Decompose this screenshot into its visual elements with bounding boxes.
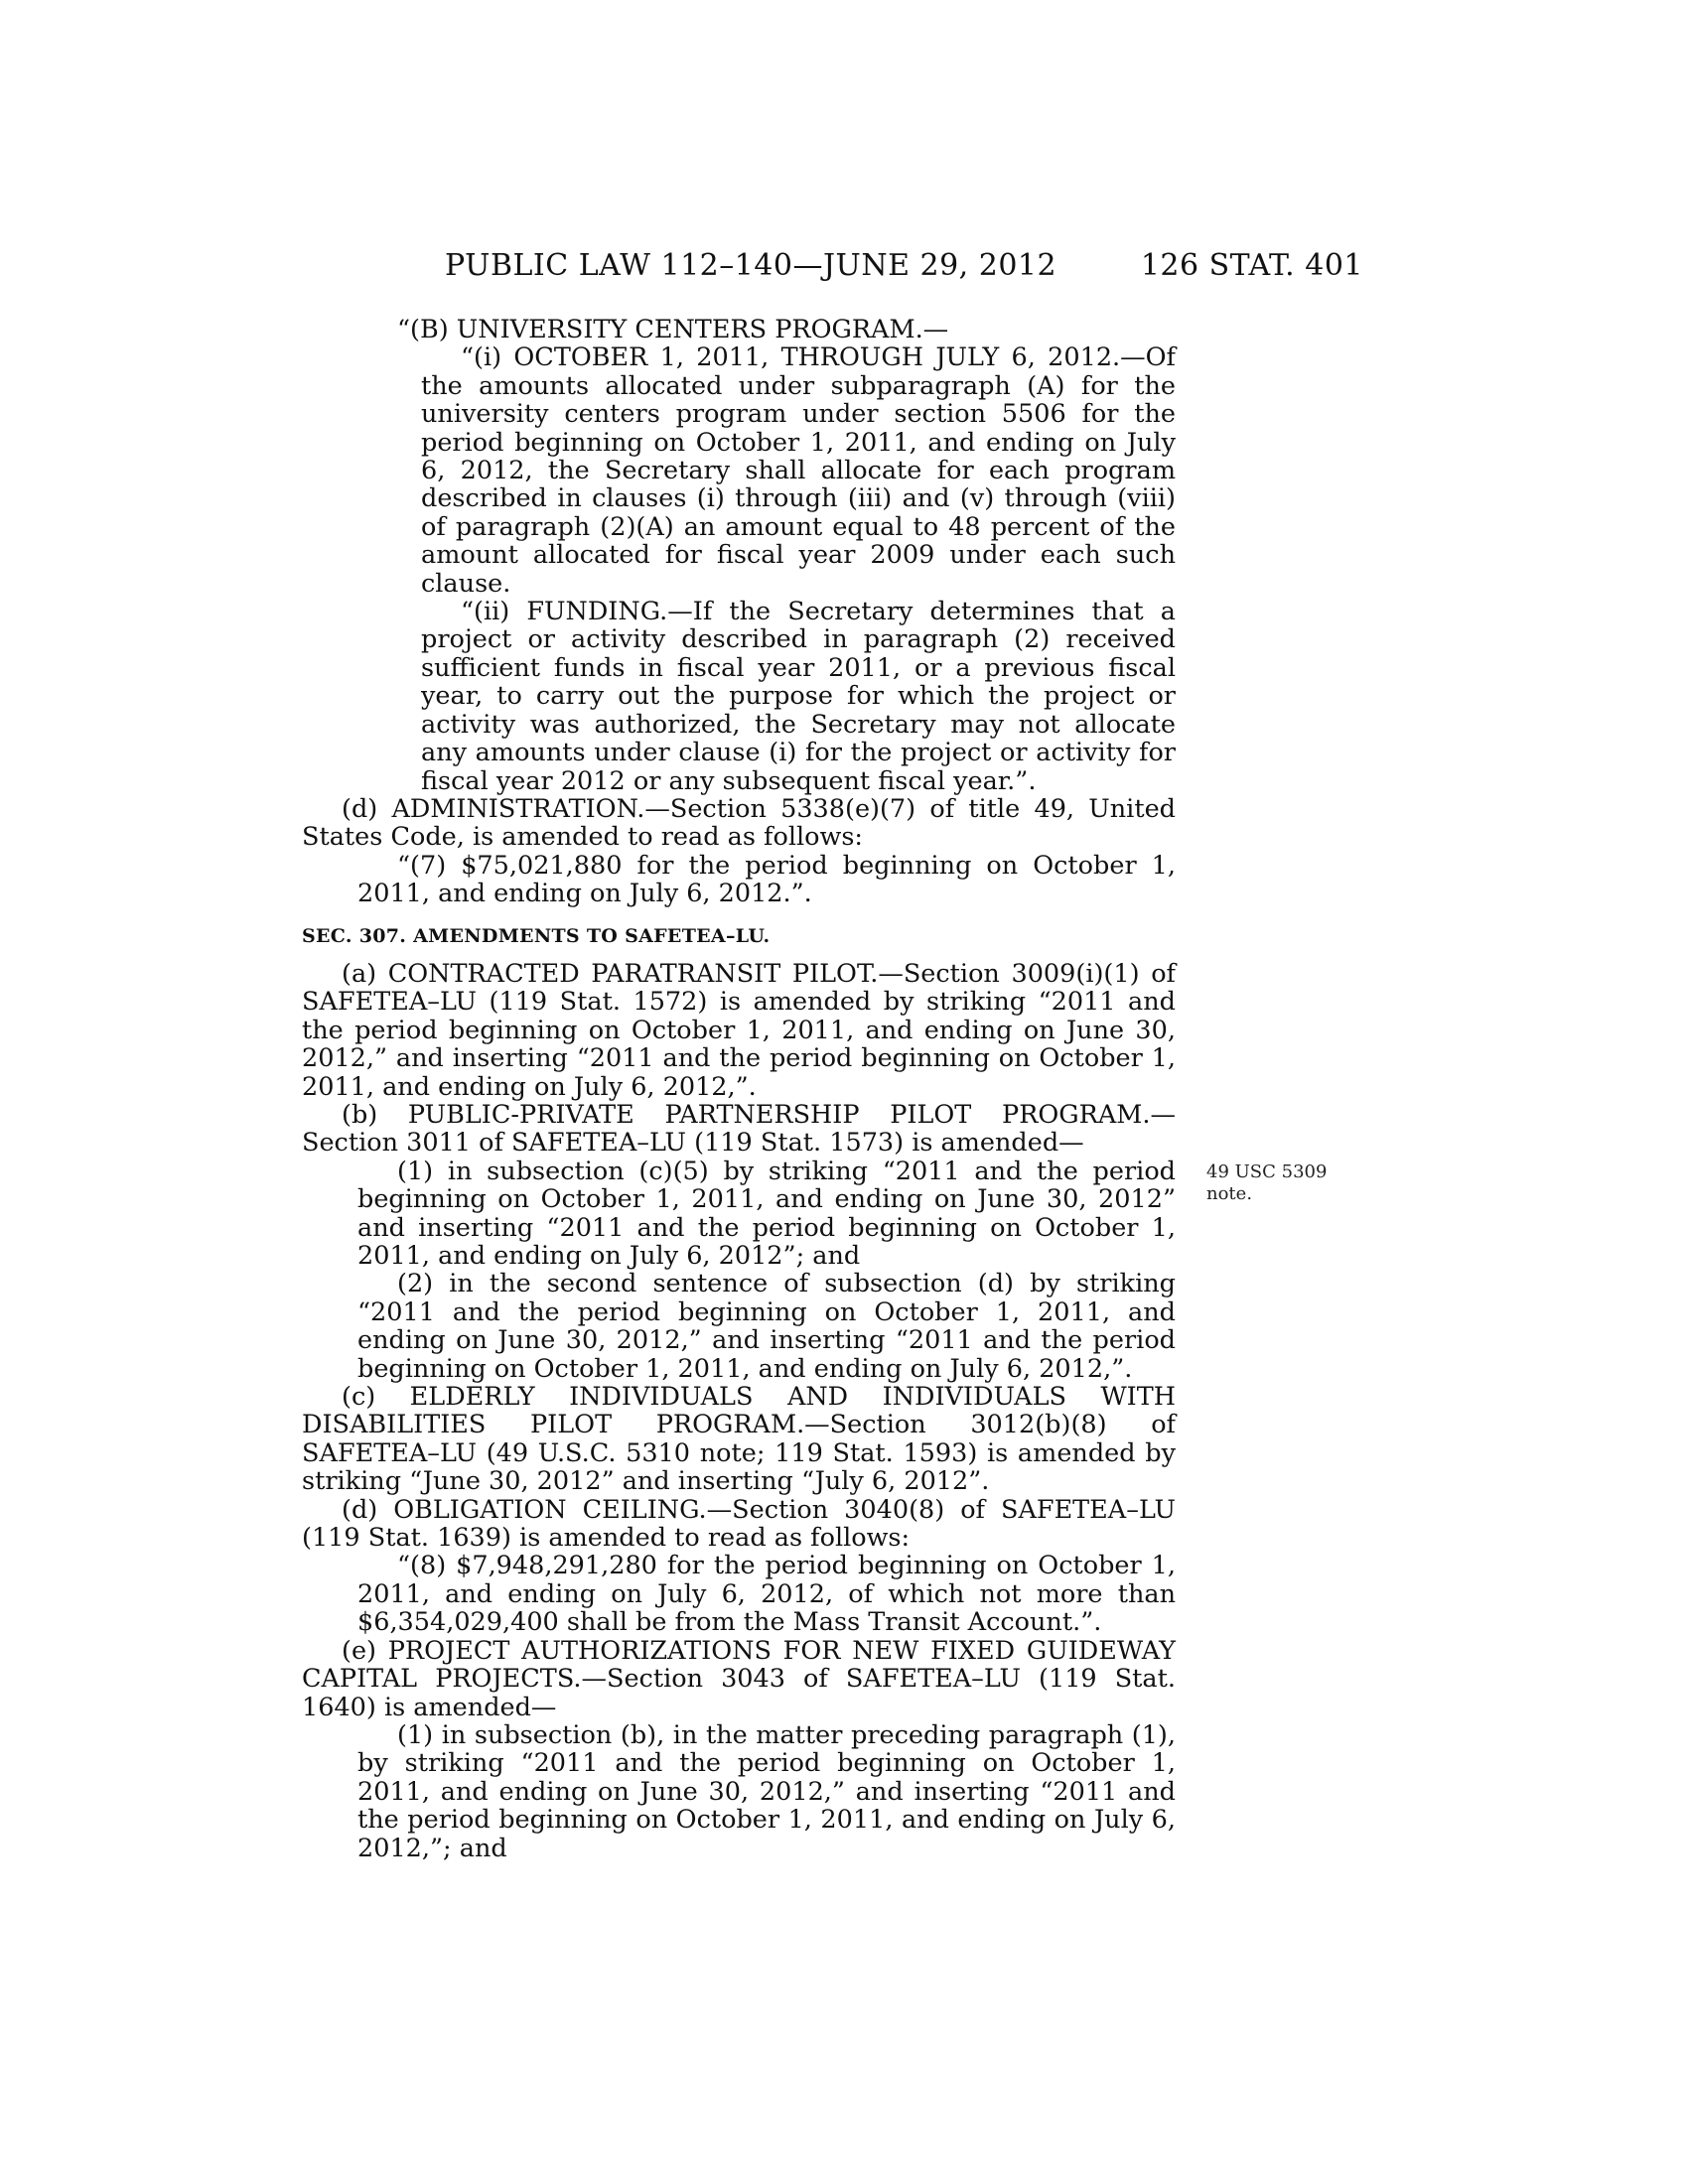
subsection-d-administration: (d) ADMINISTRATION.—Section 5338(e)(7) of title 49, United States Code, is amended to read as follows: xyxy=(302,793,1176,853)
subsection-c-elderly: (c) ELDERLY INDIVIDUALS AND INDIVIDUALS WITH DISABILITIES PILOT PROGRAM.—Section 3012(b)(8) of SAFETEA–LU (49 U.S.C. 5310 note; 119 Stat. 1593) is amended by striking “June 30, 2012” and inserting “July 6, 2012”. xyxy=(302,1382,1176,1497)
subsection-d-obligation: (d) OBLIGATION CEILING.—Section 3040(8) of SAFETEA–LU (119 Stat. 1639) is amended to read as follows: xyxy=(302,1494,1176,1554)
subsection-a-paratransit: (a) CONTRACTED PARATRANSIT PILOT.—Section 3009(i)(1) of SAFETEA–LU (119 Stat. 1572) is amended by striking “2011 and the period beginning on October 1, 2011, and ending on June 30, 2012,” and inserting “2011 and the period beginning on October 1, 2011, and ending on July 6, 2012,”. xyxy=(302,958,1176,1102)
document-body xyxy=(302,316,1176,1862)
subsection-e-guideway: (e) PROJECT AUTHORIZATIONS FOR NEW FIXED GUIDEWAY CAPITAL PROJECTS.—Section 3043 of SAFETEA–LU (119 Stat. 1640) is amended— xyxy=(302,1635,1176,1722)
subsection-e-item-1: (1) in subsection (b), in the matter preceding paragraph (1), by striking “2011 and the period beginning on October 1, 2011, and ending on June 30, 2012,” and inserting “2011 and the period beginning on October 1, 2011, and ending on July 6, 2012,”; and xyxy=(357,1719,1176,1863)
subsection-b-item-2: (2) in the second sentence of subsection (d) by striking “2011 and the period beginning on October 1, 2011, and ending on June 30, 2012,” and inserting “2011 and the period beginning on October 1, 2011, and ending on July 6, 2012,”. xyxy=(357,1269,1176,1384)
paragraph-8-amount: “(8) $7,948,291,280 for the period beginning on October 1, 2011, and ending on July 6, 2012, of which not more than $6,354,029,400 shall be from the Mass Transit Account.”. xyxy=(357,1551,1176,1638)
subsection-b-ppp: (b) PUBLIC-PRIVATE PARTNERSHIP PILOT PROGRAM.—Section 3011 of SAFETEA–LU (119 Stat. 1573) is amended— xyxy=(302,1099,1176,1159)
clause-ii: “(ii) FUNDING.—If the Secretary determines that a project or activity described in paragraph (2) received sufficient funds in fiscal year 2011, or a previous fiscal year, to carry out the purpose for which the project or activity was authorized, the Secretary may not allocate any amounts under clause (i) for the project or activity for fiscal year 2012 or any subsequent fiscal year.”. xyxy=(421,597,1176,796)
margin-citation-note xyxy=(1206,1161,1327,1205)
section-307-heading: SEC. 307. AMENDMENTS TO SAFETEA–LU. xyxy=(302,924,771,947)
subsection-b-item-1: (1) in subsection (c)(5) by striking “2011 and the period beginning on October 1, 2011, and ending on June 30, 2012” and inserting “2011 and the period beginning on October 1, 2011, and ending on July 6, 2012”; and xyxy=(357,1156,1176,1271)
clause-i: “(i) OCTOBER 1, 2011, THROUGH JULY 6, 2012.—Of the amounts allocated under subparagraph (A) for the university centers program under section 5506 for the period beginning on October 1, 2011, and ending on July 6, 2012, the Secretary shall allocate for each program described in clauses (i) through (iii) and (v) through (viii) of paragraph (2)(A) an amount equal to 48 percent of the amount allocated for fiscal year 2009 under each such clause. xyxy=(421,342,1176,599)
margin-note-line-2: note. xyxy=(1206,1183,1253,1204)
margin-note-line-1: 49 USC 5309 xyxy=(1206,1161,1328,1182)
subparagraph-b-heading: “(B) UNIVERSITY CENTERS PROGRAM.— xyxy=(397,315,949,344)
statute-page-number: 126 STAT. 401 xyxy=(1140,248,1363,283)
paragraph-7-amount: “(7) $75,021,880 for the period beginning on October 1, 2011, and ending on July 6, 2012.”. xyxy=(357,850,1176,909)
page-header xyxy=(445,248,1363,288)
running-head-title: PUBLIC LAW 112–140—JUNE 29, 2012 xyxy=(445,248,1057,283)
